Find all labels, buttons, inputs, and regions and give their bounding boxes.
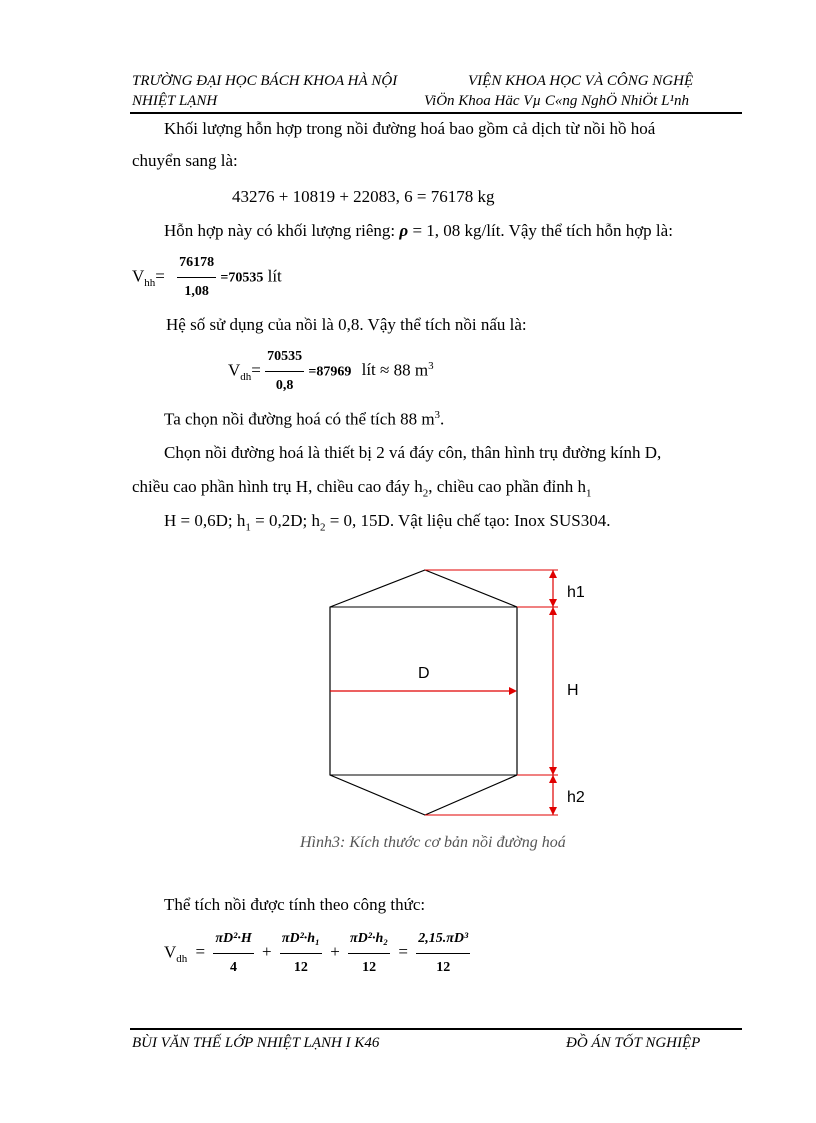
approx-symbol: ≈ <box>380 360 390 380</box>
label-H: H <box>567 682 579 699</box>
vdh-sub: dh <box>240 370 252 383</box>
vdh-eq: = <box>251 360 261 380</box>
footer-rule <box>130 1028 742 1030</box>
formula-eq2: = <box>398 942 408 962</box>
choose-volume-end: . <box>440 409 445 429</box>
arrow-H-top <box>549 607 557 615</box>
vdh-fraction <box>265 346 304 397</box>
term3-denominator: 12 <box>362 960 377 975</box>
term1-numerator: πD²·H <box>213 928 253 954</box>
vdh-m3-sup: 3 <box>428 359 434 372</box>
vdh-numerator: 70535 <box>265 346 304 372</box>
paragraph-density <box>164 220 673 242</box>
label-h2: h2 <box>567 789 585 806</box>
footer-author: BÙI VĂN THẾ LỚP NHIỆT LẠNH I K46 <box>132 1035 380 1051</box>
dimensions-sub2: 2 <box>319 521 326 534</box>
vdh-m3: 88 m <box>393 360 429 380</box>
vhh-sub: hh <box>144 276 156 289</box>
dimensions-b: = 0,2D; h <box>250 511 320 530</box>
equation-vdh <box>228 346 434 397</box>
paragraph-usage-coefficient: Hệ số sử dụng của nồi là 0,8. Vậy thể tích nồi nấu là: <box>166 315 527 334</box>
header-rule <box>130 112 742 114</box>
dimensions-a: H = 0,6D; h <box>164 511 246 530</box>
vdh-label: V <box>228 360 241 380</box>
paragraph-device-line2 <box>132 476 591 504</box>
formula-plus2: + <box>330 942 340 962</box>
volume-formula <box>164 928 470 979</box>
vhh-unit: lít <box>267 266 282 286</box>
formula-sub: dh <box>176 952 188 965</box>
arrow-h2-top <box>549 775 557 783</box>
paragraph-mass-line1: Khối lượng hỗn hợp trong nồi đường hoá bao gồm cả dịch từ nồi hồ hoá <box>164 119 656 138</box>
vdh-result: =87969 <box>308 364 352 380</box>
diameter-arrowhead <box>509 687 517 695</box>
formula-eq: = <box>195 942 206 962</box>
equation-vhh <box>132 252 282 303</box>
paragraph-device-line1: Chọn nồi đường hoá là thiết bị 2 vá đáy côn, thân hình trụ đường kính D, <box>164 443 662 462</box>
choose-volume-sup: 3 <box>434 409 441 421</box>
arrow-h1-top <box>549 570 557 578</box>
header-dept: NHIỆT LẠNH <box>132 93 218 109</box>
vessel-diagram <box>300 560 620 830</box>
formula-term4 <box>416 928 470 979</box>
choose-volume-text: Ta chọn nồi đường hoá có thể tích 88 m <box>164 409 435 429</box>
term4-denominator: 12 <box>436 960 451 975</box>
device-line2-sub2: 1 <box>585 487 592 500</box>
device-line2-sub1: 2 <box>422 487 429 500</box>
label-h1: h1 <box>567 584 585 601</box>
term4-numerator: 2,15.πD³ <box>416 928 470 954</box>
arrow-h1-bottom <box>549 599 557 607</box>
vhh-fraction <box>177 252 216 303</box>
rho-symbol: ρ <box>399 221 409 240</box>
device-line2-b: , chiều cao phần đỉnh h <box>428 477 586 496</box>
equation-total-mass: 43276 + 10819 + 22083, 6 = 76178 kg <box>232 187 495 206</box>
paragraph-choose-volume <box>164 404 444 431</box>
vhh-eq: = <box>155 266 165 286</box>
formula-term2 <box>280 928 322 979</box>
label-D: D <box>418 665 430 682</box>
figure-caption: Hình3: Kích thước cơ bản nồi đường hoá <box>300 834 566 851</box>
formula-term1 <box>213 928 253 979</box>
paragraph-formula-intro: Thể tích nồi được tính theo công thức: <box>164 895 426 914</box>
arrow-h2-bottom <box>549 807 557 815</box>
term2-denominator: 12 <box>293 960 308 975</box>
paragraph-dimensions <box>164 510 611 538</box>
vhh-numerator: 76178 <box>177 252 216 278</box>
dimensions-c: = 0, 15D. Vật liệu chế tạo: Inox SUS304. <box>325 511 611 530</box>
vhh-denominator: 1,08 <box>184 284 209 299</box>
formula-label: V <box>164 942 177 962</box>
vdh-denominator: 0,8 <box>275 378 294 393</box>
term3-numerator: πD²·h₂ <box>348 928 390 954</box>
density-text: Hỗn hợp này có khối lượng riêng: <box>164 221 396 240</box>
vdh-unit: lít <box>361 360 376 380</box>
vhh-result: =70535 <box>220 270 264 286</box>
paragraph-mass-line2: chuyển sang là: <box>132 151 238 170</box>
device-line2-a: chiều cao phần hình trụ H, chiều cao đáy h <box>132 477 423 496</box>
footer-title: ĐỒ ÁN TỐT NGHIỆP <box>566 1035 701 1051</box>
vhh-label: V <box>132 266 145 286</box>
header-school: TRƯỜNG ĐẠI HỌC BÁCH KHOA HÀ NỘI <box>132 73 398 89</box>
dimensions-sub1: 1 <box>245 521 251 534</box>
header-institute-garbled: ViÖn Khoa Häc Vµ C«ng NghÖ NhiÖt L¹nh <box>424 93 689 109</box>
term2-numerator: πD²·h₁ <box>280 928 322 954</box>
formula-term3 <box>348 928 390 979</box>
term1-denominator: 4 <box>230 960 238 975</box>
arrow-H-bottom <box>549 767 557 775</box>
formula-plus1: + <box>261 942 272 962</box>
density-tail: = 1, 08 kg/lít. Vậy thể tích hỗn hợp là: <box>412 221 673 240</box>
header-institute: VIỆN KHOA HỌC VÀ CÔNG NGHỆ <box>468 73 694 89</box>
